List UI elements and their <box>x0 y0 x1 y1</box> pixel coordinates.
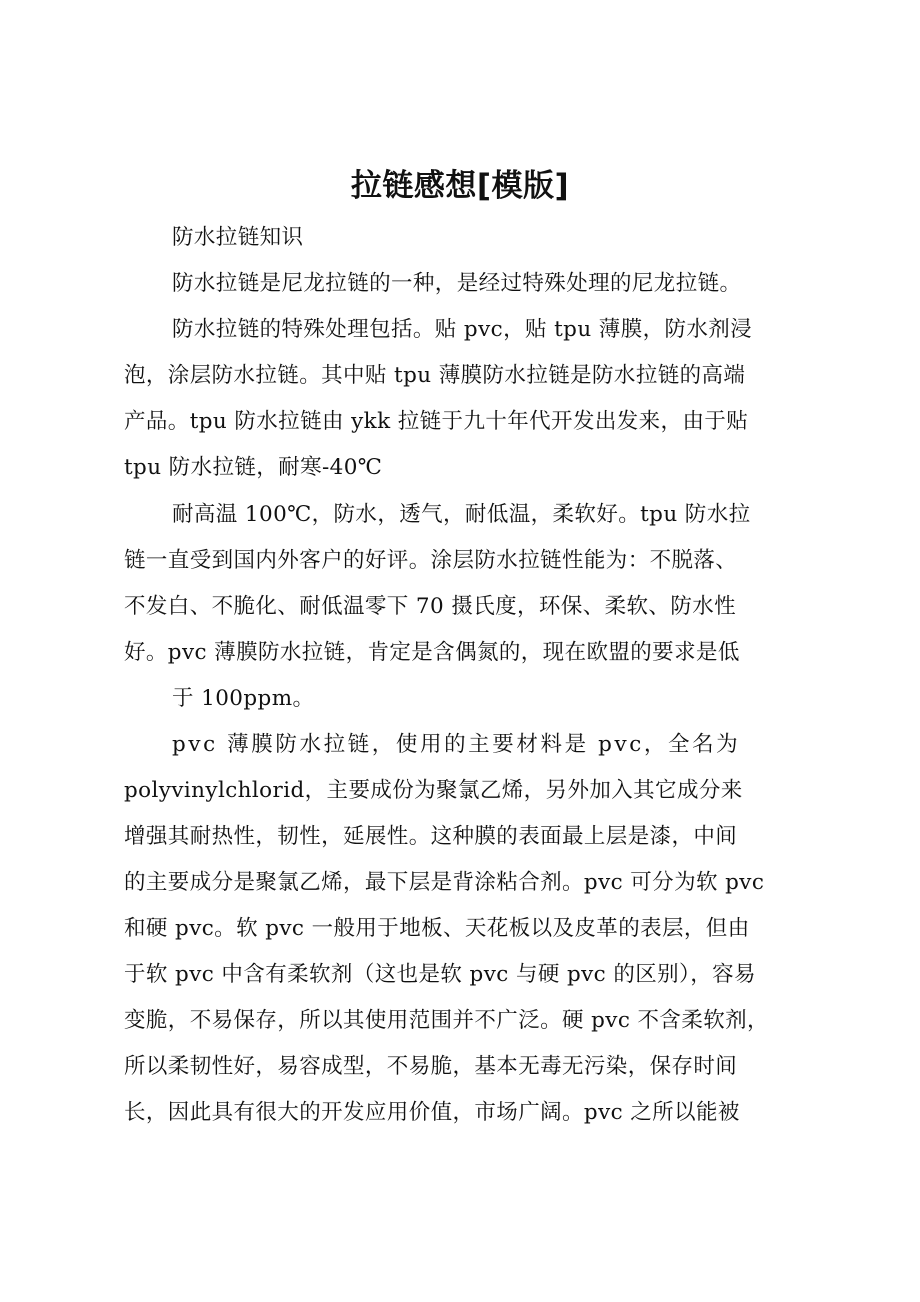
body-line: 的主要成分是聚氯乙烯，最下层是背涂粘合剂。pvc 可分为软 pvc <box>124 870 765 895</box>
body-line: 于 100ppm。 <box>172 686 315 711</box>
section-heading: 防水拉链知识 <box>172 225 304 250</box>
body-line: 变脆，不易保存，所以其使用范围并不广泛。硬 pvc 不含柔软剂， <box>124 1008 769 1033</box>
body-line: 泡，涂层防水拉链。其中贴 tpu 薄膜防水拉链是防水拉链的高端 <box>124 363 746 388</box>
body-line: 所以柔韧性好，易容成型，不易脆，基本无毒无污染，保存时间 <box>124 1054 738 1079</box>
body-line: 和硬 pvc。软 pvc 一般用于地板、天花板以及皮革的表层，但由 <box>124 916 750 941</box>
body-line: 防水拉链是尼龙拉链的一种，是经过特殊处理的尼龙拉链。 <box>172 271 742 296</box>
body-line: 产品。tpu 防水拉链由 ykk 拉链于九十年代开发出发来，由于贴 <box>124 409 749 434</box>
body-line: 于软 pvc 中含有柔软剂（这也是软 pvc 与硬 pvc 的区别），容易 <box>124 962 756 987</box>
document-title: 拉链感想[模版] <box>350 168 570 204</box>
body-line: 不发白、不脆化、耐低温零下 70 摄氏度，环保、柔软、防水性 <box>124 594 737 619</box>
body-line: 长，因此具有很大的开发应用价值，市场广阔。pvc 之所以能被 <box>124 1100 740 1125</box>
body-line: 增强其耐热性，韧性，延展性。这种膜的表面最上层是漆，中间 <box>124 824 738 849</box>
body-line: 耐高温 100℃，防水，透气，耐低温，柔软好。tpu 防水拉 <box>172 502 751 527</box>
body-line: 好。pvc 薄膜防水拉链，肯定是含偶氮的，现在欧盟的要求是低 <box>124 640 740 665</box>
body-line: 防水拉链的特殊处理包括。贴 pvc，贴 tpu 薄膜，防水剂浸 <box>172 317 753 342</box>
body-line: pvc 薄膜防水拉链，使用的主要材料是 pvc，全名为 <box>172 732 741 757</box>
body-line: tpu 防水拉链，耐寒-40℃ <box>124 455 383 480</box>
body-line: polyvinylchlorid，主要成份为聚氯乙烯，另外加入其它成分来 <box>124 778 743 803</box>
body-line: 链一直受到国内外客户的好评。涂层防水拉链性能为：不脱落、 <box>124 548 738 573</box>
